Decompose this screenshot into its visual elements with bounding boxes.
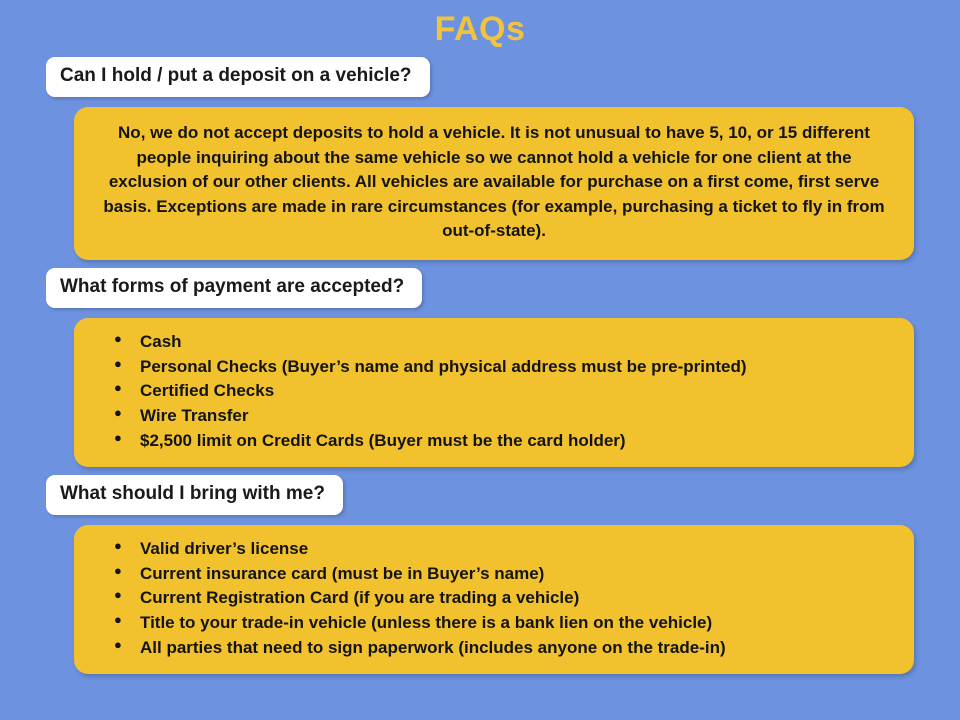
faq-question-2: What forms of payment are accepted? — [46, 268, 422, 308]
faq-item-1 — [0, 57, 960, 260]
list-item: ● All parties that need to sign paperwork (includes anyone on the trade-in) — [96, 636, 892, 661]
faq-item-2 — [0, 268, 960, 467]
page-title: FAQs — [434, 10, 526, 48]
list-item: ● Valid driver’s license — [96, 537, 892, 562]
faq-question-3: What should I bring with me? — [46, 475, 343, 515]
list-item: ● Personal Checks (Buyer’s name and physical address must be pre-printed) — [96, 355, 892, 380]
faq-question-1: Can I hold / put a deposit on a vehicle? — [46, 57, 430, 97]
faq-item-3 — [0, 475, 960, 674]
faq-answer-1: No, we do not accept deposits to hold a vehicle. It is not unusual to have 5, 10, or 15 different people inquiring about the same vehicle so we cannot hold a vehicle for one client at the exclusion of our other clients. All vehicles are available for purchase on a first come, first serve basis. Exceptions are made in rare circumstances (for example, purchasing a ticket to fly in from out-of-state). — [74, 107, 914, 260]
bring-with-you-list — [96, 537, 892, 660]
list-item: ● Certified Checks — [96, 379, 892, 404]
payment-options-list — [96, 330, 892, 453]
list-item: ● Title to your trade-in vehicle (unless there is a bank lien on the vehicle) — [96, 611, 892, 636]
list-item: ● $2,500 limit on Credit Cards (Buyer must be the card holder) — [96, 429, 892, 454]
list-item: ● Wire Transfer — [96, 404, 892, 429]
list-item: ● Current Registration Card (if you are trading a vehicle) — [96, 586, 892, 611]
list-item: ● Cash — [96, 330, 892, 355]
faq-answer-3 — [74, 525, 914, 674]
faq-answer-2 — [74, 318, 914, 467]
list-item: ● Current insurance card (must be in Buyer’s name) — [96, 562, 892, 587]
